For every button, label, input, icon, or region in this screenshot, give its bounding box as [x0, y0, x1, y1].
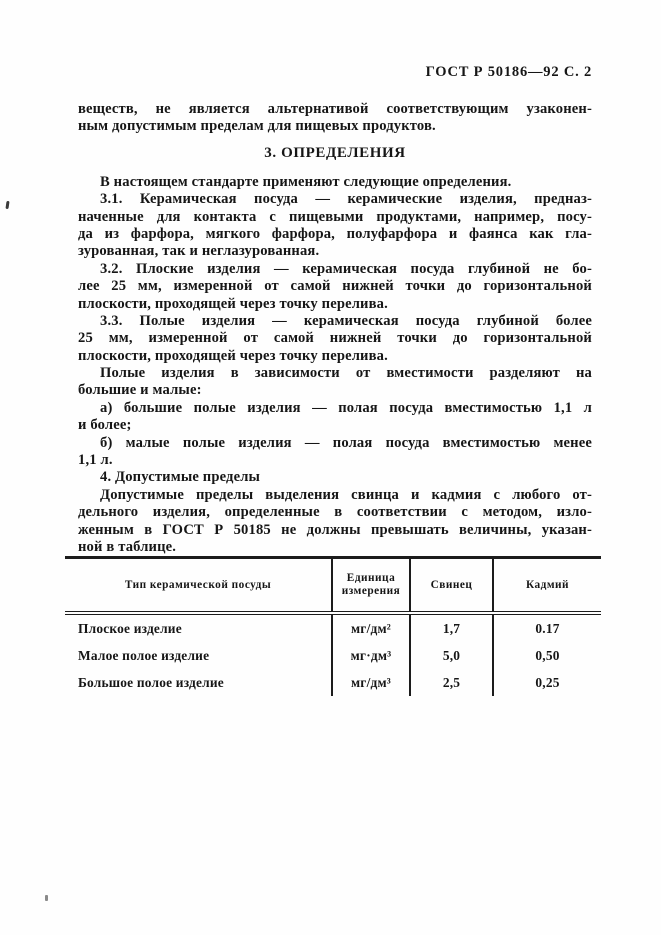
text-line: женным в ГОСТ Р 50185 не должны превышать величины, указан- — [78, 521, 592, 538]
text-line: лее 25 мм, измеренной от самой нижней точки до горизонтальной — [78, 278, 592, 295]
text-line: В настоящем стандарте применяют следующие определения. — [100, 173, 512, 190]
table-cell-unit: мг·дм³ — [333, 642, 411, 669]
text-line: 3.2. Плоские изделия — керамическая посуда глубиной не бо- — [100, 260, 592, 277]
table-cell-type: Плоское изделие — [65, 615, 333, 642]
limits-table — [65, 556, 601, 696]
text-line: Полые изделия в зависимости от вместимости разделяют на — [100, 365, 592, 382]
table-cell-cadmium: 0,50 — [535, 647, 560, 663]
table-cell-unit: мг/дм² — [333, 615, 411, 642]
table-cell-type: Малое полое изделие — [65, 642, 333, 669]
text-line: большие и малые: — [78, 382, 202, 399]
scan-speck — [45, 895, 48, 901]
page-header: ГОСТ Р 50186—92 С. 2 — [425, 64, 592, 80]
text-line: плоскости, проходящей через точку перелива. — [78, 347, 388, 364]
text-line: 3.3. Полые изделия — керамическая посуда глубиной более — [100, 312, 592, 329]
table-header-type: Тип керамической посуды — [65, 559, 333, 611]
text-line: плоскости, проходящей через точку перелива. — [78, 295, 388, 312]
text-line: б) малые полые изделия — полая посуда вместимостью менее — [100, 434, 592, 451]
text-line: ной в таблице. — [78, 538, 177, 555]
section-heading: 3. ОПРЕДЕЛЕНИЯ — [264, 144, 406, 161]
table-cell-lead: 1,7 — [411, 615, 494, 642]
text-line: 25 мм, измеренной от самой нижней точки до горизонтальной — [78, 330, 592, 347]
table-cell-cadmium: 0,25 — [535, 674, 560, 690]
table-cell-unit: мг/дм³ — [333, 669, 411, 696]
text-line: да из фарфора, мягкого фарфора, полуфарфора и фаянса как гла- — [78, 225, 592, 242]
scan-speck — [5, 201, 9, 209]
text-line: 1,1 л. — [78, 452, 113, 469]
text-line: Допустимые пределы выделения свинца и кадмия с любого от- — [100, 486, 592, 503]
text-line: и более; — [78, 417, 132, 434]
text-line: 3.1. Керамическая посуда — керамические изделия, предназ- — [100, 191, 592, 208]
text-line: а) большие полые изделия — полая посуда вместимостью 1,1 л — [100, 399, 592, 416]
table-header-unit: Единица измерения — [333, 559, 411, 611]
text-line: дельного изделия, определенные в соответствии с методом, изло- — [78, 504, 592, 521]
table-cell-lead: 5,0 — [411, 642, 494, 669]
table-header-row — [65, 559, 601, 615]
text-line: ным допустимым пределам для пищевых продуктов. — [78, 118, 436, 135]
document-body — [78, 101, 592, 556]
table-cell-cadmium: 0.17 — [535, 620, 560, 636]
text-line: веществ, не является альтернативой соответствующим узаконен- — [78, 101, 592, 117]
text-line: 4. Допустимые пределы — [100, 469, 261, 486]
table-body — [65, 615, 601, 696]
table-cell-type: Большое полое изделие — [65, 669, 333, 696]
table-cell-lead: 2,5 — [411, 669, 494, 696]
table-header-lead: Свинец — [411, 559, 494, 611]
table-header-cadmium: Кадмий — [525, 578, 570, 591]
text-line: зурованная, так и неглазурованная. — [78, 243, 320, 260]
text-line: наченные для контакта с пищевыми продуктами, например, посу- — [78, 208, 592, 225]
